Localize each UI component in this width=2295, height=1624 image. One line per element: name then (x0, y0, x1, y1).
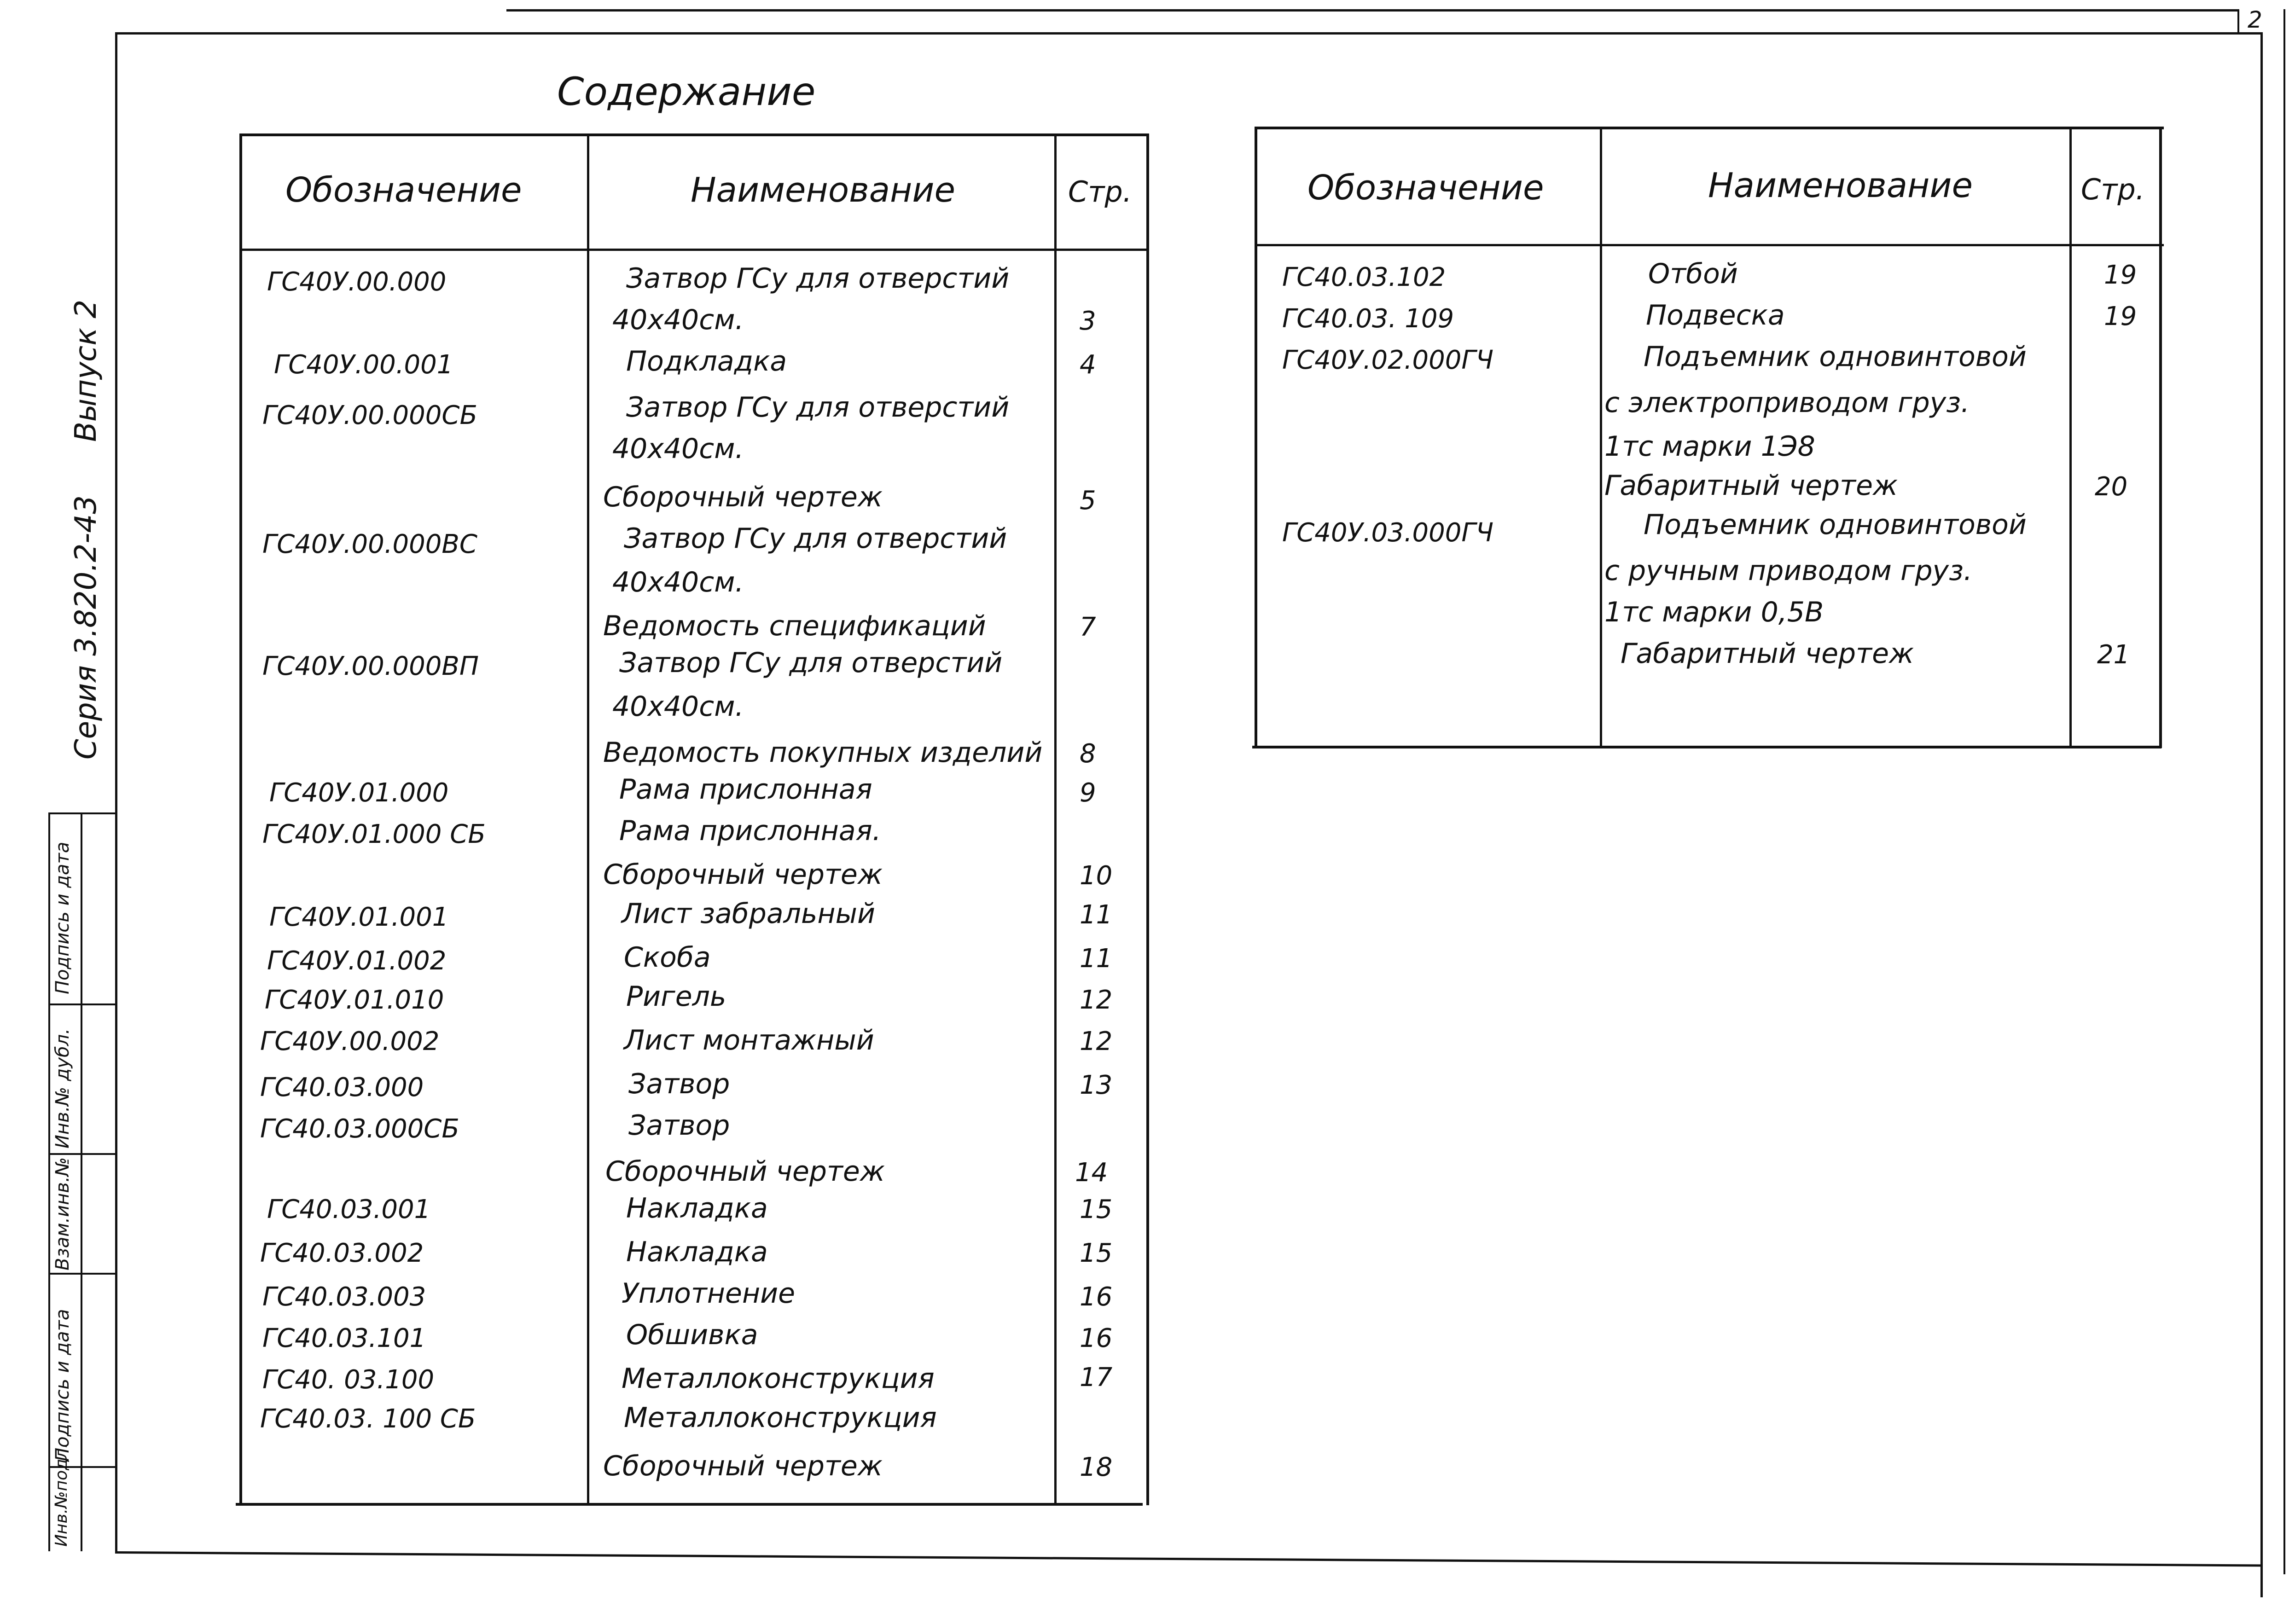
table-row-name: Подъемник одновинтовой (1644, 509, 2027, 541)
left-header-page: Стр. (1068, 175, 1132, 209)
table-row-name: Ведомость покупных изделий (603, 737, 1043, 769)
table-row-page: 12 (1080, 985, 1113, 1015)
table-row-name: Сборочный чертеж (603, 1450, 883, 1482)
table-row-name: Подъемник одновинтовой (1644, 341, 2027, 373)
frame-bottom-line (115, 1551, 2263, 1566)
outer-right-line (2283, 9, 2285, 1574)
table-row-name: Лист монтажный (624, 1024, 874, 1056)
table-row-name: Подвеска (1646, 299, 1785, 331)
table-row-name: Затвор (628, 1068, 730, 1100)
table-row-code: ГС40.03.002 (260, 1238, 424, 1268)
table-row-code: ГС40.03. 109 (1282, 304, 1454, 334)
table-row-name: Габаритный чертеж (1604, 470, 1898, 502)
table-row-page: 11 (1080, 944, 1113, 974)
table-row-name: Затвор ГСу для отверстий (624, 522, 1007, 555)
table-row-name: Металлоконструкция (622, 1363, 935, 1395)
table-row-page: 9 (1080, 778, 1096, 808)
page-box-left (2237, 9, 2239, 35)
table-row-code: ГС40У.00.000СБ (262, 400, 477, 430)
left-header-name: Наименование (691, 170, 956, 210)
table-row-page: 12 (1080, 1027, 1113, 1056)
table-row-page: 7 (1080, 612, 1096, 642)
frame-left-line (115, 32, 117, 1551)
table-row-name: 40х40см. (612, 433, 744, 465)
right-header-designation: Обозначение (1307, 168, 1544, 208)
table-row-name: Обшивка (626, 1319, 758, 1351)
table-row-page: 11 (1080, 900, 1113, 930)
right-header-page: Стр. (2081, 173, 2145, 206)
table-row-page: 8 (1080, 739, 1096, 769)
page-number: 2 (2248, 6, 2262, 33)
table-row-code: ГС40У.00.002 (260, 1027, 440, 1056)
table-row-name: 1тс марки 0,5В (1604, 596, 1824, 628)
table-row-code: ГС40.03.000 (260, 1073, 424, 1102)
table-row-name: Ригель (626, 980, 726, 1013)
table-row-name: Рама прислонная. (619, 815, 881, 847)
table-row-code: ГС40У.00.000ВС (262, 529, 477, 559)
table-row-code: ГС40. 03.100 (262, 1365, 435, 1395)
table-row-code: ГС40У.01.000 СБ (262, 819, 486, 849)
table-row-page: 4 (1080, 350, 1096, 380)
table-row-name: с ручным приводом груз. (1604, 555, 1973, 587)
table-row-name: Затвор ГСу для отверстий (619, 647, 1003, 679)
table-row-code: ГС40У.00.000 (267, 267, 447, 297)
table-row-code: ГС40У.01.002 (267, 946, 447, 976)
table-row-page: 19 (2104, 260, 2137, 290)
page-title: Содержание (557, 69, 816, 114)
table-row-name: Сборочный чертеж (603, 481, 883, 513)
table-row-page: 14 (1075, 1158, 1108, 1188)
table-row-page: 15 (1080, 1238, 1113, 1268)
table-row-name: 40х40см. (612, 690, 744, 723)
table-row-name: 40х40см. (612, 304, 744, 336)
issue-label: Выпуск 2 (69, 299, 103, 442)
table-row-name: 1тс марки 1Э8 (1604, 430, 1815, 463)
table-row-page: 17 (1080, 1363, 1113, 1392)
table-row-name: с электроприводом груз. (1604, 387, 1970, 419)
table-row-code: ГС40.03.000СБ (260, 1114, 459, 1144)
table-row-name: Затвор ГСу для отверстий (626, 262, 1010, 295)
table-row-code: ГС40У.01.001 (269, 902, 449, 932)
table-row-name: Затвор (628, 1109, 730, 1142)
top-border-line (506, 9, 2237, 12)
table-row-name: Подкладка (626, 345, 787, 377)
table-row-page: 18 (1080, 1452, 1113, 1482)
table-row-name: Металлоконструкция (624, 1402, 937, 1434)
table-row-name: Сборочный чертеж (605, 1155, 885, 1188)
table-row-page: 20 (2095, 472, 2128, 502)
table-row-name: Габаритный чертеж (1621, 638, 1914, 670)
table-row-page: 10 (1080, 861, 1113, 891)
table-row-name: Накладка (626, 1236, 768, 1268)
table-row-name: Накладка (626, 1192, 768, 1224)
frame-right-line (2260, 32, 2263, 1597)
series-label: Серия 3.820.2-43 (69, 495, 103, 760)
table-row-name: Уплотнение (622, 1277, 796, 1310)
table-row-code: ГС40.03. 100 СБ (260, 1404, 476, 1434)
table-row-name: 40х40см. (612, 566, 744, 598)
stamp-signature-date-1: Подпись и дата (52, 841, 73, 994)
left-header-designation: Обозначение (285, 170, 522, 210)
table-row-page: 3 (1080, 306, 1096, 336)
table-row-page: 21 (2097, 640, 2130, 670)
table-row-code: ГС40.03.001 (267, 1195, 431, 1224)
table-row-code: ГС40.03.003 (262, 1282, 426, 1312)
table-row-code: ГС40У.01.000 (269, 778, 449, 808)
stamp-replace-inventory: Взам.инв.№ (52, 1157, 73, 1270)
table-row-code: ГС40У.03.000ГЧ (1282, 518, 1494, 548)
table-row-name: Скоба (624, 941, 711, 974)
table-row-code: ГС40У.00.000ВП (262, 651, 479, 681)
table-row-code: ГС40У.00.001 (274, 350, 453, 380)
table-row-page: 16 (1080, 1323, 1113, 1353)
table-row-name: Рама прислонная (619, 773, 872, 806)
table-row-code: ГС40У.02.000ГЧ (1282, 345, 1494, 375)
frame-top-line (115, 32, 2263, 35)
stamp-original-inventory: Инв.№подл. (52, 1443, 71, 1547)
table-row-page: 15 (1080, 1195, 1113, 1224)
table-row-name: Сборочный чертеж (603, 858, 883, 891)
stamp-dup-inventory: Инв.№ дубл. (52, 1028, 73, 1148)
table-row-page: 19 (2104, 302, 2137, 331)
table-row-page: 16 (1080, 1282, 1113, 1312)
table-row-page: 13 (1080, 1070, 1113, 1100)
table-row-code: ГС40У.01.010 (265, 985, 444, 1015)
table-row-name: Затвор ГСу для отверстий (626, 391, 1010, 423)
right-header-name: Наименование (1708, 166, 1973, 205)
table-row-name: Лист забральный (622, 898, 875, 930)
table-row-name: Ведомость спецификаций (603, 610, 986, 642)
table-row-page: 5 (1080, 486, 1096, 516)
stamp-signature-date-2: Подпись и дата (52, 1309, 73, 1462)
table-row-code: ГС40.03.101 (262, 1323, 426, 1353)
table-row-code: ГС40.03.102 (1282, 262, 1446, 292)
table-row-name: Отбой (1648, 258, 1738, 290)
